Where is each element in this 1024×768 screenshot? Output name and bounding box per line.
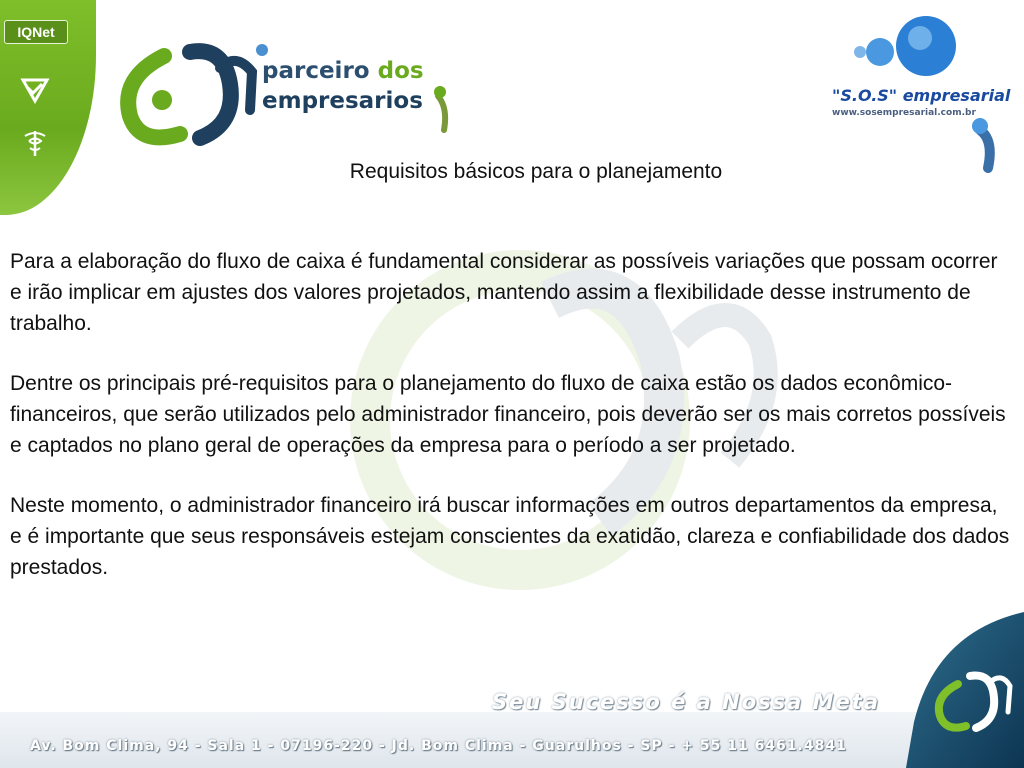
slide-body <box>10 246 1014 612</box>
body-paragraph: Para a elaboração do fluxo de caixa é fundamental considerar as possíveis variações que possam ocorrer e irão implicar em ajustes dos valores projetados, mantendo assim a flexibilidade desse instrumento de trabalho. <box>10 250 998 335</box>
slide-title: Requisitos básicos para o planejamento <box>349 160 723 183</box>
logo-wordmark-line1: parceiro dos <box>262 58 424 84</box>
logo-wordmark-line2: empresarios <box>262 88 423 114</box>
body-paragraph: Neste momento, o administrador financeiro irá buscar informações em outros departamentos da empresa, e é importante que seus responsáveis estejam conscientes da exatidão, clareza e confiabilidade dos dados prestados. <box>10 494 1010 579</box>
footer-slogan: Seu Sucesso é a Nossa Meta <box>492 690 880 714</box>
checkmark-seal-icon <box>20 74 50 104</box>
corner-logo-badge <box>906 612 1024 768</box>
body-paragraph: Dentre os principais pré-requisitos para o planejamento do fluxo de caixa estão os dados econômico-financeiros, que serão utilizados pelo administrador financeiro, pois deverão ser os mais corretos possíveis e captados no plano geral de operações da empresa para o período a ser projetado. <box>10 372 1006 457</box>
footer-address: Av. Bom Clima, 94 - Sala 1 - 07196-220 - Jd. Bom Clima - Guarulhos - SP - + 55 11 6461.4841 <box>30 738 847 754</box>
sos-logo-title: "S.O.S" empresarial <box>832 86 1011 105</box>
iqnet-badge: IQNet <box>4 20 68 44</box>
caduceus-icon <box>20 128 50 158</box>
sos-logo-url: www.sosempresarial.com.br <box>832 108 976 118</box>
